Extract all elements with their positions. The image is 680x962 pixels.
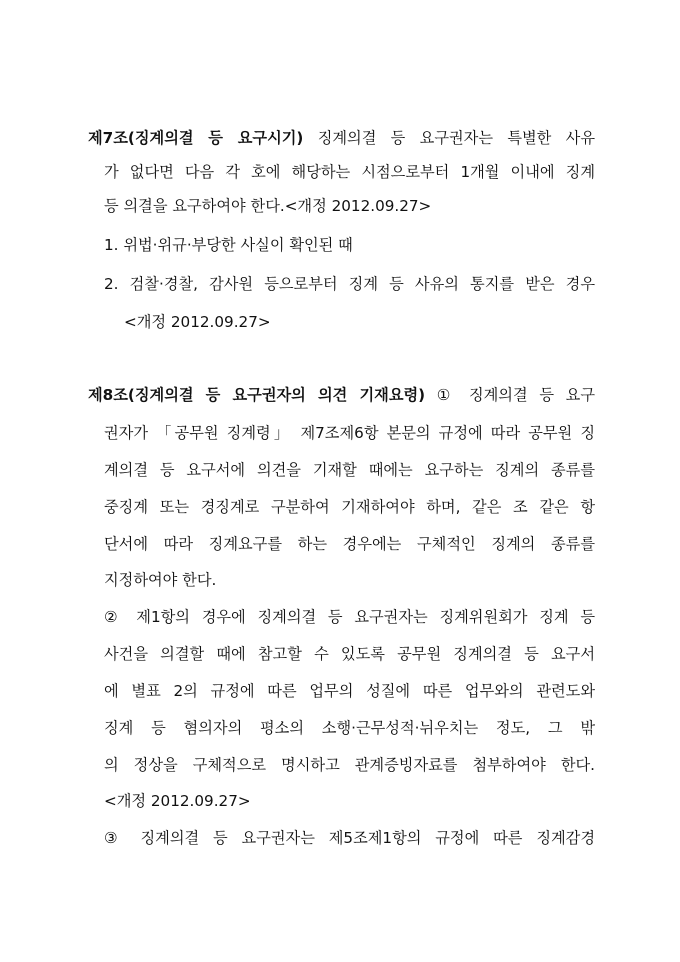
article8-p1-line-2: 권자가 「공무원 징계령」 제7조제6항 본문의 규정에 따라 공무원 징 xyxy=(104,424,595,442)
article8-p1-line-5: 단서에 따라 징계요구를 하는 경우에는 구체적인 징계의 종류를 xyxy=(104,535,595,553)
article7-heading: 제7조(징계의결 등 요구시기) xyxy=(88,129,304,147)
article8-first-line xyxy=(88,385,595,405)
article7-line-2: 가 없다면 다음 각 호에 해당하는 시점으로부터 1개월 이내에 징계 xyxy=(104,163,595,181)
article7-line-3: 등 의결을 요구하여야 한다.<개정 2012.09.27> xyxy=(104,197,432,215)
article8-heading: 제8조(징계의결 등 요구권자의 의견 기재요령) xyxy=(88,386,426,404)
article7-text: 징계의결 등 요구권자는 특별한 사유 xyxy=(317,129,595,147)
article8-p2-amendment: <개정 2012.09.27> xyxy=(104,792,251,810)
article7-first-line xyxy=(88,128,595,148)
article8-p2-line-4: 징계 등 혐의자의 평소의 소행·근무성적·뉘우치는 정도, 그 밖 xyxy=(104,719,595,737)
article8-p3-line-1: ③ 징계의결 등 요구권자는 제5조제1항의 규정에 따른 징계감경 xyxy=(104,829,595,847)
article8-p1-line-6: 지정하여야 한다. xyxy=(104,571,217,589)
article7-item-2-amendment: <개정 2012.09.27> xyxy=(124,313,271,331)
article8-p2-line-3: 에 별표 2의 규정에 따른 업무의 성질에 따른 업무와의 관련도와 xyxy=(104,682,595,700)
article8-p2-line-1: ② 제1항의 경우에 징계의결 등 요구권자는 징계위원회가 징계 등 xyxy=(104,608,595,626)
article8-p2-line-5: 의 정상을 구체적으로 명시하고 관계증빙자료를 첨부하여야 한다. xyxy=(104,756,595,774)
article8-p2-line-2: 사건을 의결할 때에 참고할 수 있도록 공무원 징계의결 등 요구서 xyxy=(104,645,595,663)
article8-p1-text: ① 징계의결 등 요구 xyxy=(436,386,596,404)
article7-item-2: 2. 검찰·경찰, 감사원 등으로부터 징계 등 사유의 통지를 받은 경우 xyxy=(104,275,595,293)
article8-p1-line-4: 중징계 또는 경징계로 구분하여 기재하여야 하며, 같은 조 같은 항 xyxy=(104,498,595,516)
article7-item-1: 1. 위법·위규·부당한 사실이 확인된 때 xyxy=(104,236,353,254)
article8-p1-line-3: 계의결 등 요구서에 의견을 기재할 때에는 요구하는 징계의 종류를 xyxy=(104,461,595,479)
